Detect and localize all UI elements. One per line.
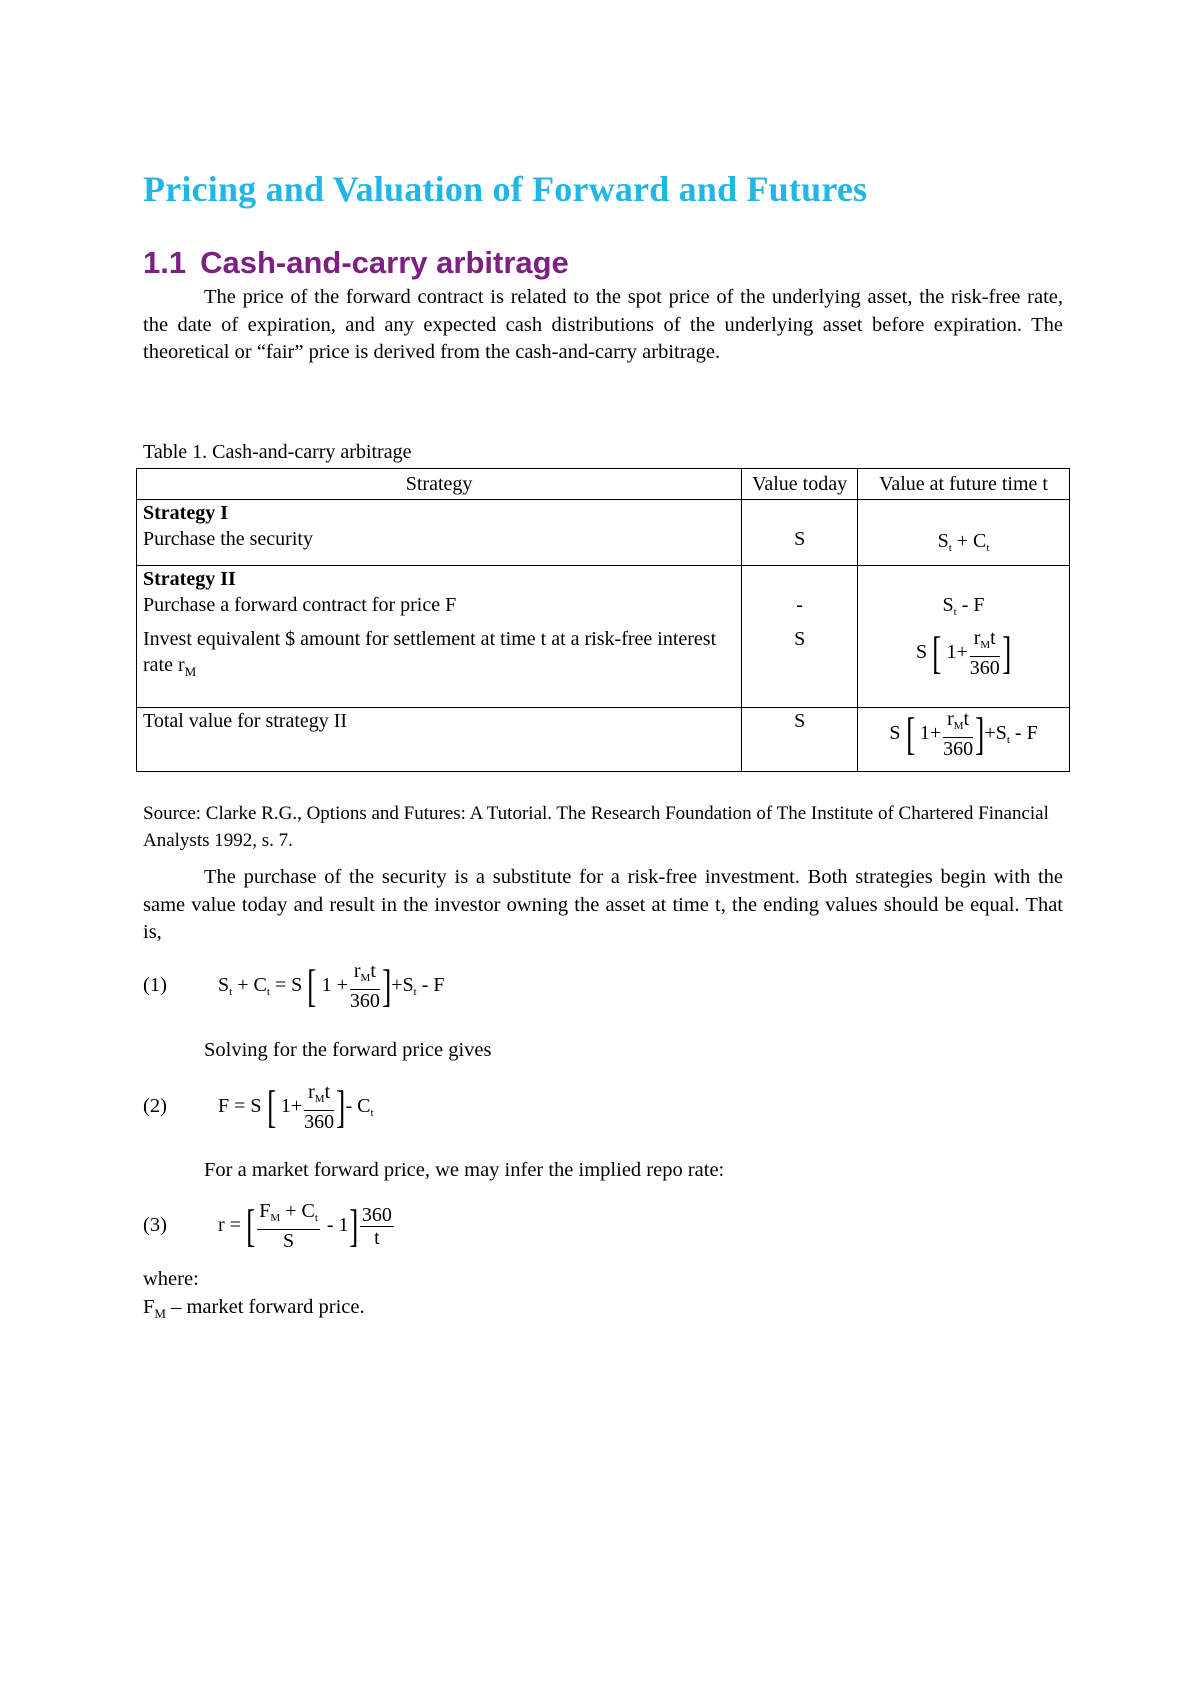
header-value-future: Value at future time t [858, 469, 1070, 500]
total-label: Total value for strategy II [137, 708, 742, 772]
fm-definition: $F_M$ – market forward price. [143, 1296, 365, 1322]
table-row-strategy-2 [137, 566, 1070, 708]
section-heading [143, 245, 569, 281]
table-row-strategy-1 [137, 500, 1070, 566]
table-source: Source: Clarke R.G., Options and Futures: A Tutorial. The Research Foundation of The Institute of Chartered Financial Analysts 1992, s. 7. [143, 803, 1049, 851]
total-future: S [ 1+ $\frac{r_Mt}{360}$ ]$+S_t - F$ [858, 708, 1070, 772]
strategy-2-row-2-today: S [794, 628, 806, 650]
solving-text: Solving for the forward price gives [204, 1039, 492, 1061]
strategy-2-future: $S_t$ - F S [ 1+ $\frac{r_Mt}{360}$ ] [858, 566, 1070, 708]
intro-paragraph: The price of the forward contract is related to the spot price of the underlying asset, the risk-free rate, the date of expiration, and any expected cash distributions of the underlying asset before expiration. The theoretical or “fair” price is derived from the cash-and-carry arbitrage. [143, 286, 1063, 363]
equation-2: (2) F = S [ 1+ $\frac{r_Mt}{360}$ ]- $C_t$ [143, 1081, 374, 1133]
table-header-row [137, 469, 1070, 500]
equation-1-label: (1) [143, 974, 167, 997]
table-row-total [137, 708, 1070, 772]
where-text: where: [143, 1268, 199, 1290]
header-strategy: Strategy [137, 469, 742, 500]
page-title: Pricing and Valuation of Forward and Futures [143, 169, 868, 209]
strategy-2-title: Strategy II [143, 568, 236, 590]
strategy-1-row: Purchase the security [143, 528, 313, 550]
section-number: 1.1 [143, 245, 187, 280]
strategy-1-future: $S_t + C_t$ [858, 500, 1070, 566]
equation-3-label: (3) [143, 1214, 167, 1237]
section-title: Cash-and-carry arbitrage [200, 245, 569, 280]
strategy-1-today: S [742, 500, 858, 566]
strategy-2-today [742, 566, 858, 708]
strategy-2-row-1-today: - [796, 594, 803, 616]
equation-3: (3) r = [ $\frac{F_M + C_t}{S}$ - 1] $\frac{360}{t}$ [143, 1200, 392, 1252]
table-caption: Table 1. Cash-and-carry arbitrage [143, 441, 412, 463]
equation-1: (1) $S_t + C_t = S$ [ 1 + $\frac{r_Mt}{360}$ ]$+S_t - F$ [143, 960, 445, 1012]
total-today: S [742, 708, 858, 772]
strategy-2-row-2: Invest equivalent $ amount for settlement at time t at a risk-free interest rate $r_M$ [143, 628, 717, 679]
strategy-2-row-1: Purchase a forward contract for price F [143, 594, 457, 616]
header-value-today: Value today [742, 469, 858, 500]
arbitrage-table [136, 468, 1070, 772]
market-text: For a market forward price, we may infer the implied repo rate: [204, 1159, 725, 1181]
paragraph-2: The purchase of the security is a substitute for a risk-free investment. Both strategies begin with the same value today and result in the investor owning the asset at time t, the ending values should be equal. That is, [143, 866, 1063, 943]
equation-2-label: (2) [143, 1095, 167, 1118]
formula-strategy-2-invest: S [ 1+ $\frac{r_Mt}{360}$ ] [916, 627, 1011, 679]
strategy-1-title: Strategy I [143, 502, 228, 524]
